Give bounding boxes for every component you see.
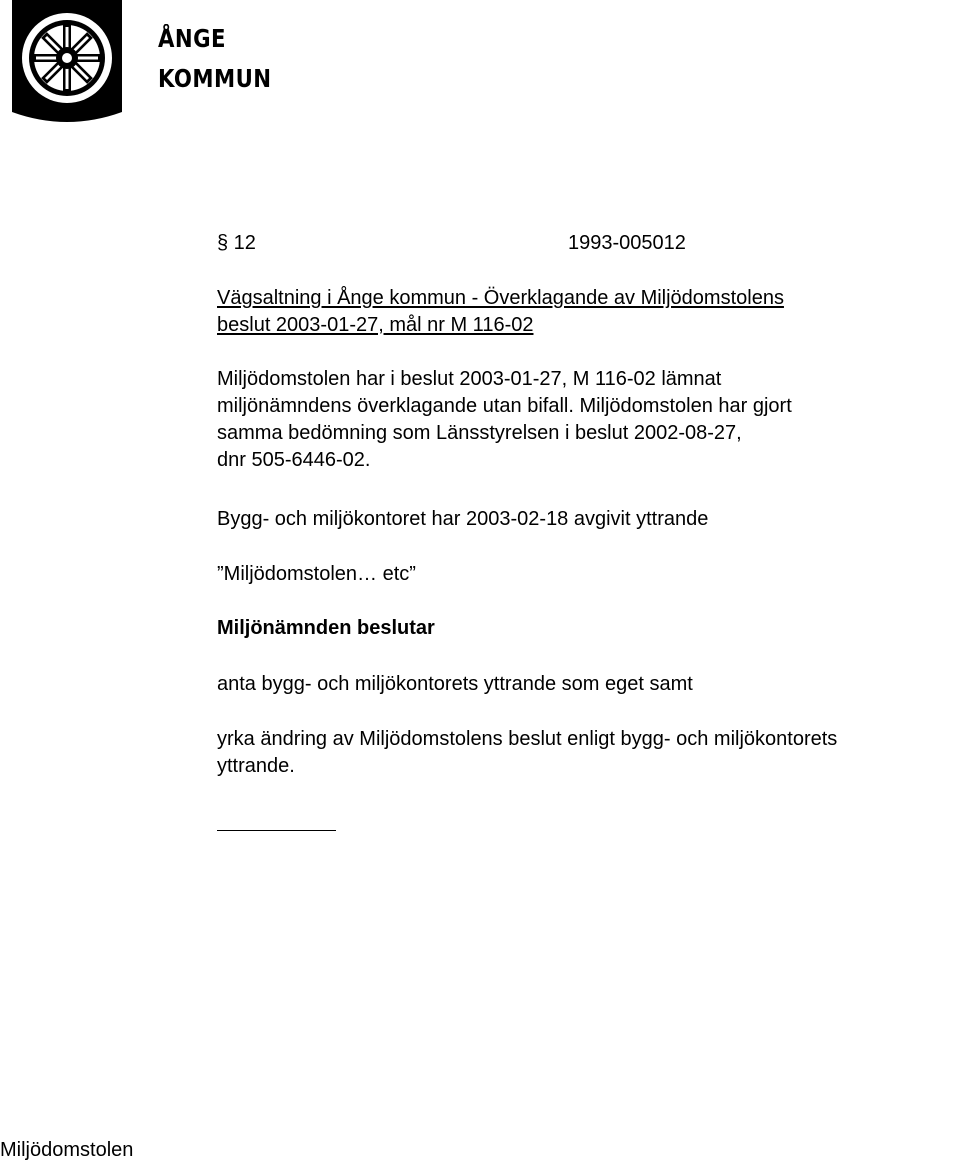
decision-line: yrka ändring av Miljödomstolens beslut enligt bygg- och miljökontorets bbox=[217, 728, 838, 750]
document-title bbox=[217, 285, 784, 339]
intro-paragraph bbox=[217, 366, 792, 474]
divider-line bbox=[217, 830, 336, 831]
intro-line: Miljödomstolen har i beslut 2003-01-27, M 116-02 lämnat bbox=[217, 368, 722, 390]
title-line: Vägsaltning i Ånge kommun - Överklagande av Miljödomstolens bbox=[217, 287, 784, 309]
decision-line: yttrande. bbox=[217, 755, 295, 777]
case-number: 1993-005012 bbox=[568, 232, 686, 254]
quote-paragraph: ”Miljödomstolen… etc” bbox=[217, 563, 416, 585]
intro-line: miljönämndens överklagande utan bifall. Miljödomstolen har gjort bbox=[217, 395, 792, 417]
logo-text-line1: ÅNGE bbox=[158, 24, 226, 53]
intro-line: samma bedömning som Länsstyrelsen i beslut 2002-08-27, bbox=[217, 422, 742, 444]
decision-heading: Miljönämnden beslutar bbox=[217, 617, 435, 639]
paragraph-number: § 12 bbox=[217, 232, 256, 254]
logo-text-line2: KOMMUN bbox=[158, 64, 272, 93]
intro-line: dnr 505-6446-02. bbox=[217, 449, 371, 471]
decision-item-1: anta bygg- och miljökontorets yttrande som eget samt bbox=[217, 673, 693, 695]
distribution-recipient: Miljödomstolen bbox=[0, 1139, 134, 1161]
municipality-logo bbox=[10, 0, 272, 125]
decision-item-2 bbox=[217, 726, 837, 780]
title-line: beslut 2003-01-27, mål nr M 116-02 bbox=[217, 314, 534, 336]
statement-paragraph: Bygg- och miljökontoret har 2003-02-18 avgivit yttrande bbox=[217, 508, 709, 530]
wheel-emblem-icon bbox=[10, 0, 125, 125]
